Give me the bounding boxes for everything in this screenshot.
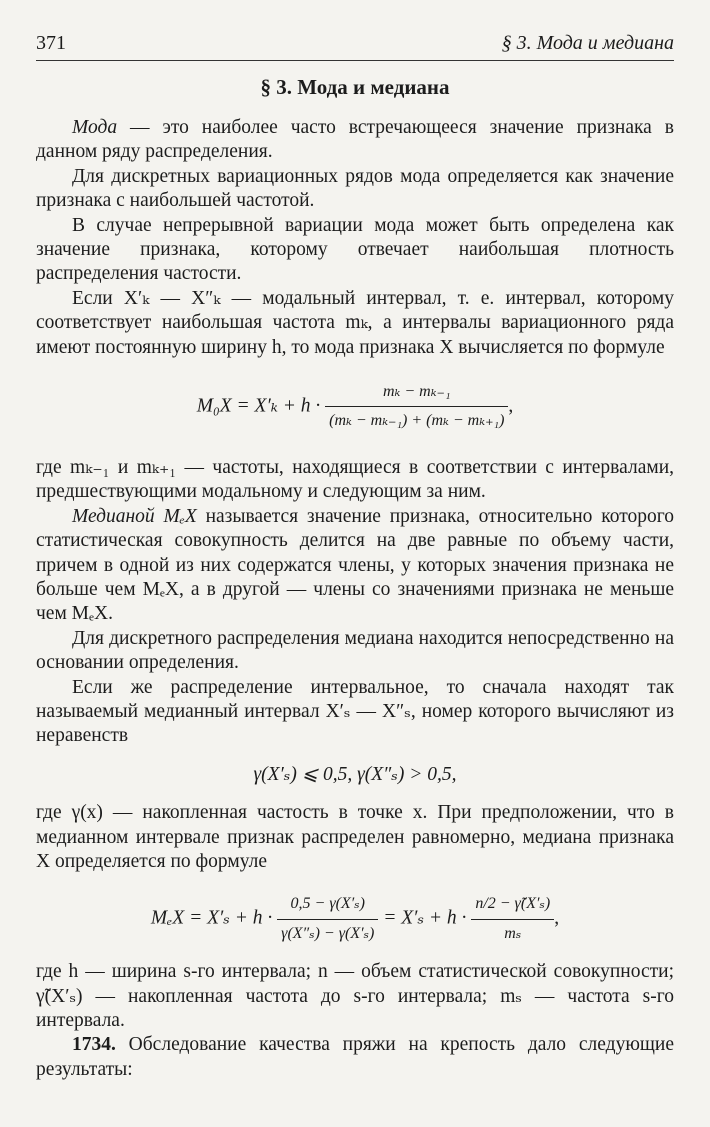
formula-mode — [36, 380, 674, 434]
formula-median-middle: = X′ₛ + h · — [378, 907, 467, 929]
formula-median-numerator-2: n/2 − γ̃(X′ₛ) — [471, 892, 554, 919]
formula-median-denominator-2: mₛ — [504, 924, 522, 942]
paragraph-discrete-mode: Для дискретных вариационных рядов мода определяется как значение признака с наибольшей частотой. — [36, 165, 674, 212]
paragraph-median-definition — [36, 505, 674, 627]
paragraph-cumulative-frequency: где γ(x) — накопленная частость в точке x. При предположении, что в медианном интервале признак распределен равномерно, медиана признака X определяется по формуле — [36, 802, 674, 872]
formula-mode-comma: , — [508, 395, 514, 417]
formula-median-fraction-2 — [471, 892, 554, 946]
formula-median-comma: , — [554, 907, 560, 929]
page-number: 371 — [36, 32, 66, 54]
formula-inequalities: γ(X′ₛ) ⩽ 0,5, γ(X″ₛ) > 0,5, — [253, 763, 457, 785]
paragraph-continuous-mode: В случае непрерывной вариации мода может быть определена как значение признака, которому отвечает наибольшая плотность распределения частости. — [36, 214, 674, 285]
formula-mode-fraction — [325, 380, 508, 434]
formula-median-denominator-1: γ(X″ₛ) − γ(X′ₛ) — [281, 924, 375, 942]
section-title: § 3. Мода и медиана — [260, 75, 450, 99]
formula-mode-lhs: M₀X = X′ₖ + h · — [196, 395, 321, 417]
paragraph-discrete-median: Для дискретного распределения медиана находится непосредственно на основании определения. — [36, 627, 674, 674]
problem-number: 1734. — [72, 1034, 116, 1056]
paragraph-mode-definition — [36, 116, 674, 165]
formula-median-fraction-1 — [277, 892, 378, 946]
paragraph-text: называется значение признака, относительно которого статистическая совокупность делится на две равные по объему части, причем в одной из них содержатся члены, у которых значения признака не больше чем MₑX, а в другой — члены со значениями признака не меньше чем MₑX. — [36, 505, 674, 625]
paragraph-text: — это наиболее часто встречающееся значение признака в данном ряду распределения. — [36, 117, 674, 163]
page-body — [36, 116, 674, 1082]
running-title: § 3. Мода и медиана — [501, 32, 674, 54]
formula-mode-numerator: mₖ − mₖ₋₁ — [325, 380, 508, 407]
formula-median-lhs: MₑX = X′ₛ + h · — [150, 907, 273, 929]
formula-median — [36, 892, 674, 946]
problem-text: Обследование качества пряжи на крепость дало следующие результаты: — [36, 1034, 674, 1080]
formula-mode-denominator: (mₖ − mₖ₋₁) + (mₖ − mₖ₊₁) — [329, 412, 505, 430]
term-median: Медианой MₑX — [72, 505, 197, 527]
paragraph-notation: где h — ширина s-го интервала; n — объем статистической совокупности; γ̃(X′ₛ) — накопленная частота до s-го интервала; mₛ — частота s-го интервала. — [36, 961, 674, 1031]
formula-median-numerator-1: 0,5 − γ(X′ₛ) — [277, 892, 378, 919]
paragraph-neighbor-frequencies: где mₖ₋₁ и mₖ₊₁ — частоты, находящиеся в соответствии с интервалами, предшествующими модальному и следующим за ним. — [36, 456, 674, 503]
problem-1734 — [36, 1033, 674, 1082]
running-head — [36, 30, 674, 61]
paragraph-median-interval: Если же распределение интервальное, то сначала находят так называемый медианный интервал X′ₛ — X″ₛ, номер которого вычисляют из неравенств — [36, 676, 674, 747]
paragraph-modal-interval: Если X′ₖ — X″ₖ — модальный интервал, т. е. интервал, которому соответствует наибольшая частота mₖ, а интервалы вариационного ряда имеют постоянную ширину h, то мода признака X вычисляется по формуле — [36, 287, 674, 358]
term-mode: Мода — [72, 117, 118, 138]
